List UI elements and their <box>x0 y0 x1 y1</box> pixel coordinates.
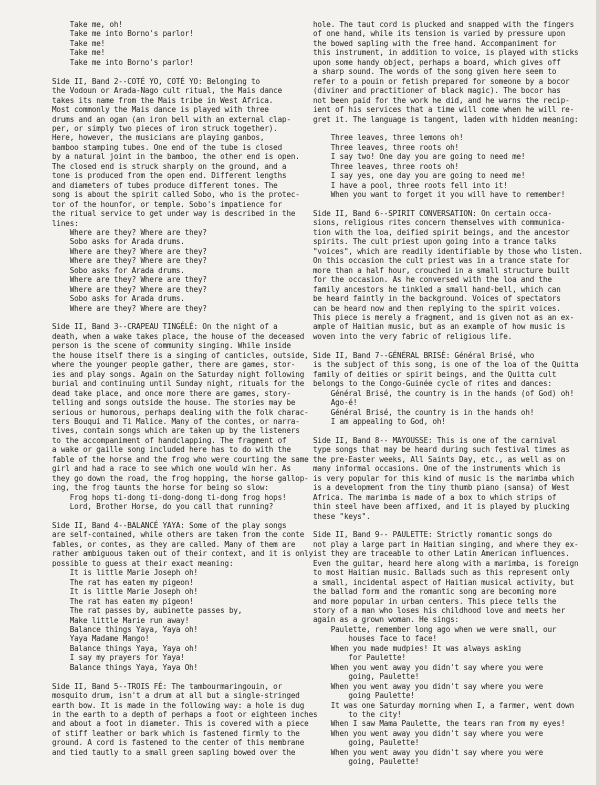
left-text-line: and tied tautly to a small green sapling bowed over the <box>52 747 296 757</box>
right-text-line: Paulette, remember long ago when we were small, our <box>313 624 557 634</box>
right-text-line: woven into the very fabric of religious life. <box>313 331 513 341</box>
right-text-line: a sharp sound. The words of the song given here seem to <box>313 67 557 77</box>
right-text-line: ient of his services that a time will come when he will re- <box>313 105 574 115</box>
left-text-line: Balance things Yaya, Yaya oh! <box>52 643 198 653</box>
paragraph-gap <box>313 200 583 209</box>
paragraph-gap <box>313 341 583 350</box>
right-text-line: to most Haitian music. Ballads such as this represent only <box>313 568 570 578</box>
right-text-line: houses face to face! <box>313 634 437 644</box>
right-text-line: I am appealing to God, oh! <box>313 416 446 426</box>
right-text-line: When you went away you didn't say where you were <box>313 681 544 691</box>
paragraph-gap <box>52 67 302 76</box>
right-text-line: is a development from the tiny thumb piano (sansa) of West <box>313 483 570 493</box>
left-text-line: It is little Marie Joseph oh! <box>52 587 198 597</box>
left-text-line: tor of the hounfor, or temple. Sobo's impatience for <box>52 199 283 209</box>
left-text-line: I say my prayers for Yaya! <box>52 653 185 663</box>
right-text-line: can be heard now and then replying to the spirit voices. <box>313 303 561 313</box>
left-text-line: Lord, Brother Horse, do you call that running? <box>52 502 274 512</box>
left-text-line: they go down the road, the frog hopping, the horse gallop- <box>52 473 309 483</box>
left-text-line: tone is produced from the open end. Different lengths <box>52 171 287 181</box>
right-text-line: When you went away you didn't say where you were <box>313 728 544 738</box>
right-text-line: Side II, Band 7--GÉNÉRAL BRISÉ: Général Brisé, who <box>313 350 535 360</box>
right-text-line: story of a man who loses his childhood love and meets her <box>313 606 566 616</box>
left-text-line: ing, the frog taunts the horse for being so slow: <box>52 483 269 493</box>
left-text-line: fables, or contes, as they are called. Many of them are <box>52 539 296 549</box>
right-text-line: spirits. The cult priest upon going into a trance talks <box>313 237 557 247</box>
right-text-line: sions, religious rites concern themselves with communica- <box>313 218 566 228</box>
right-text-line: Africa. The marimba is made of a box to which strips of <box>313 492 557 502</box>
left-text-line: The rat has eaten my pigeon! <box>52 577 194 587</box>
left-text-line: Side II, Band 3--CRAPEAU TINGÉLÉ: On the night of a <box>52 322 278 332</box>
right-text-line: It was one Saturday morning when I, a farmer, went down <box>313 700 574 710</box>
left-text-line: Where are they? Where are they? <box>52 275 207 285</box>
paragraph-gap <box>52 672 302 681</box>
right-text-line: Side II, Band 9-- PAULETTE: Strictly romantic songs do <box>313 530 552 540</box>
right-text-line: many informal occasions. One of the instruments which is <box>313 464 561 474</box>
left-text-line: dead take place, and once more there are games, story- <box>52 388 291 398</box>
right-text-line: the pre-Easter weeks, All Saints Day, etc., as well as on <box>313 454 566 464</box>
right-text-line: Side II, Band 8-- MAYOUSSE: This is one of the carnival <box>313 435 557 445</box>
page-edge <box>596 0 600 785</box>
left-text-line: Make little Marie run away! <box>52 615 190 625</box>
left-text-line: drums and an ogan (an iron bell with an external clap- <box>52 114 291 124</box>
left-text-line: Balance things Yaya, Yaya oh! <box>52 624 198 634</box>
left-text-line: Take me! <box>52 48 106 58</box>
right-text-line: the bowed sapling with the free hand. Accompaniment for <box>313 38 557 48</box>
left-text-line: to the accompaniment of handclapping. The fragment of <box>52 435 287 445</box>
right-column <box>313 20 583 767</box>
left-text-line: It is little Marie Joseph oh! <box>52 568 198 578</box>
right-text-line: belongs to the Congo-Guinée cycle of rites and dances: <box>313 379 552 389</box>
right-text-line: refer to a pouin or fetish prepared for someone by a bocor <box>313 76 570 86</box>
right-text-line: ist they are traceable to other Latin American influences. <box>313 549 570 559</box>
right-text-line: more than a half hour, crouched in a small structure built <box>313 265 570 275</box>
left-text-line: Sobo asks for Arada drums. <box>52 237 185 247</box>
right-text-line: the ballad form and the romantic song are becoming more <box>313 587 557 597</box>
right-text-line: a small, incidental aspect of Haitian musical activity, but <box>313 577 574 587</box>
right-text-line: Three leaves, three lemons oh! <box>313 133 464 143</box>
left-text-line: Where are they? Where are they? <box>52 303 207 313</box>
left-text-line: Where are they? Where are they? <box>52 284 207 294</box>
right-text-line: going, Paulette! <box>313 738 420 748</box>
right-text-line: tion with the loa, deified spirit beings, and the ancestor <box>313 227 570 237</box>
left-text-line: are self-contained, while others are taken from the conte <box>52 530 305 540</box>
right-text-line: upon some handy object, perhaps a board, which gives off <box>313 57 561 67</box>
left-text-line: The closed end is struck sharply on the ground, and a <box>52 161 287 171</box>
left-column <box>52 20 318 757</box>
left-text-line: Take me into Borno's parlor! <box>52 57 194 67</box>
left-text-line: Side II, Band 4--BALANCÉ YAYA: Some of the play songs <box>52 520 287 530</box>
right-text-line: Side II, Band 6--SPIRIT CONVERSATION: On certain occa- <box>313 209 552 219</box>
paragraph-gap <box>313 124 583 133</box>
left-text-line: bamboo stamping tubes. One end of the tube is closed <box>52 142 283 152</box>
left-text-line: death, when a wake takes place, the house of the deceased <box>52 331 305 341</box>
right-text-line: When you went away you didn't say where you were <box>313 662 544 672</box>
left-text-line: the house itself there is a singing of canticles, outside, <box>52 350 309 360</box>
right-text-line: not play a large part in Haitian singing, and where they ex- <box>313 539 579 549</box>
left-text-line: burial and continuing until Sunday night, rituals for the <box>52 379 305 389</box>
right-text-line: Ago-é! <box>313 398 358 408</box>
left-text-line: earth bow. It is made in the following way: a hole is dug <box>52 700 305 710</box>
left-text-line: person is the scene of community singing. While inside <box>52 341 291 351</box>
right-text-line: family ancestors he tinkled a small hand-bell, which can <box>313 284 561 294</box>
left-text-line: ground. A cord is fastened to the center of this membrane <box>52 738 305 748</box>
right-text-line: On this occasion the cult priest was in a trance state for <box>313 256 570 266</box>
right-text-line: I have a pool, three roots fell into it! <box>313 180 508 190</box>
left-text-line: tives, contain songs which are taken up by the listeners <box>52 426 300 436</box>
right-text-line: hole. The taut cord is plucked and snapped with the fingers <box>313 20 574 29</box>
left-text-line: ters Bouqui and Ti Malice. Many of the contes, or narra- <box>52 417 300 426</box>
left-text-line: and about a foot in diameter. This is covered with a piece <box>52 719 309 729</box>
right-text-line: This piece is merely a fragment, and is given not as an ex- <box>313 313 574 323</box>
left-text-line: telling and songs outside the house. The stories may be <box>52 398 296 408</box>
right-text-line: When you went away you didn't say where you were <box>313 747 544 757</box>
left-text-line: Where are they? Where are they? <box>52 246 207 256</box>
right-text-line: going, Paulette! <box>313 672 420 682</box>
left-text-line: Yaya Madame Mango! <box>52 634 150 644</box>
left-text-line: lines: <box>52 218 79 228</box>
right-text-line: is very popular for this kind of music is the marimba which <box>313 473 574 483</box>
left-text-line: serious or humorous, perhaps dealing with the folk charac- <box>52 407 309 417</box>
left-text-line: the Vodoun or Arada-Nago cult ritual, the Mais dance <box>52 86 283 96</box>
right-text-line: be heard faintly in the background. Voices of spectators <box>313 294 561 304</box>
right-text-line: this instrument, in addition to voice, is played with sticks <box>313 48 579 58</box>
left-text-line: Sobo asks for Arada drums. <box>52 265 185 275</box>
left-text-line: song is about the spirit called Sobo, who is the protec- <box>52 190 300 200</box>
right-text-line: (diviner and practitioner of black magic). The bocor has <box>313 86 561 96</box>
right-text-line: to the city! <box>313 710 402 719</box>
left-text-line: in the earth to a depth of perhaps a foot or eighteen inches <box>52 710 318 720</box>
right-text-line: ample of Haitian music, but as an example of how music is <box>313 322 566 332</box>
left-text-line: a wake or gaille song included here has to do with the <box>52 445 291 455</box>
right-text-line: When I saw Mama Paulette, the tears ran from my eyes! <box>313 719 566 729</box>
left-text-line: Where are they? Where are they? <box>52 227 207 237</box>
right-text-line: these "keys". <box>313 511 371 521</box>
right-text-line: When you made mudpies! It was always asking <box>313 643 521 653</box>
left-text-line: Where are they? Where are they? <box>52 256 207 266</box>
right-text-line: I say two! One day you are going to need me! <box>313 152 526 162</box>
left-text-line: girl and had a race to see which one would win her. As <box>52 464 291 474</box>
right-text-line: not been paid for the work he did, and he warns the recip- <box>313 95 570 105</box>
right-text-line: going, Paulette! <box>313 757 420 767</box>
right-text-line: Général Brisé, the country is in the hands oh! <box>313 407 535 417</box>
right-text-line: Three leaves, three roots oh! <box>313 161 459 171</box>
left-text-line: takes its name from the Mais tribe in West Africa. <box>52 95 274 105</box>
right-text-line: "voices", which are readily identifiable by those who listen. <box>313 246 583 256</box>
left-text-line: per, or simply two pieces of iron struck together). <box>52 123 278 133</box>
left-text-line: Take me! <box>52 38 106 48</box>
paragraph-gap <box>313 426 583 435</box>
left-text-line: of stiff leather or bark which is fastened firmly to the <box>52 728 300 738</box>
left-text-line: mosquito drum, isn't a drum at all but a single-stringed <box>52 691 300 701</box>
right-text-line: for Paulette! <box>313 653 406 663</box>
left-text-line: possible to guess at their exact meaning: <box>52 558 234 568</box>
right-text-line: When you want to forget it you will have to remember! <box>313 190 566 200</box>
left-text-line: rather ambiguous taken out of their context, and it is only <box>52 549 313 559</box>
left-text-line: by a natural joint in the bamboo, the other end is open. <box>52 152 300 162</box>
left-text-line: Side II, Band 5--TROIS FÉ: The tambourmaringouin, or <box>52 681 283 691</box>
right-text-line: Général Brisé, the country is in the hands (of God) oh! <box>313 388 574 398</box>
right-text-line: type songs that may be heard during such festival times as <box>313 445 570 455</box>
left-text-line: Sobo asks for Arada drums. <box>52 294 185 304</box>
left-text-line: Here, however, the musicians are playing ganbos, <box>52 133 265 143</box>
right-text-line: thin steel have been affixed, and it is played by plucking <box>313 502 570 512</box>
left-text-line: Take me into Borno's parlor! <box>52 29 194 39</box>
left-text-line: Take me, oh! <box>52 20 123 29</box>
left-text-line: and diameters of tubes produce different tones. The <box>52 180 278 190</box>
right-text-line: gret it. The language is tangent, laden with hidden meaning: <box>313 114 579 124</box>
left-text-line: Balance things Yaya, Yaya Oh! <box>52 662 198 672</box>
right-text-line: and more popular in urban centers. This piece tells the <box>313 596 557 606</box>
right-text-line: family of deities or spirit beings, and the Quitta cult <box>313 369 557 379</box>
left-text-line: Most commonly the Mais dance is played with three <box>52 105 269 115</box>
left-text-line: The rat has eaten my pigeon! <box>52 596 194 606</box>
paragraph-gap <box>313 521 583 530</box>
left-text-line: fable of the horse and the frog who were courting the same <box>52 454 309 464</box>
paragraph-gap <box>52 313 302 322</box>
paragraph-gap <box>52 512 302 521</box>
left-text-line: The rat passes by, aubinette passes by, <box>52 606 243 616</box>
left-text-line: ies and play songs. Again on the Saturday night following <box>52 369 305 379</box>
right-text-line: Even the guitar, heard here along with a marimba, is foreign <box>313 558 579 568</box>
right-text-line: again as a grown woman. He sings: <box>313 615 459 625</box>
left-text-line: Frog hops ti-dong ti-dong-dong ti-dong frog hops! <box>52 492 287 502</box>
left-text-line: where the younger people gather, there are games, stor- <box>52 360 296 370</box>
left-text-line: Side II, Band 2--COTÉ YO, COTÉ YO: Belonging to <box>52 76 260 86</box>
right-text-line: of one hand, while its tension is varied by pressure upon <box>313 29 566 39</box>
right-text-line: going Paulette! <box>313 691 415 701</box>
right-text-line: is the subject of this song, is one of the loa of the Quitta <box>313 360 579 370</box>
right-text-line: Three leaves, three roots oh! <box>313 142 459 152</box>
right-text-line: for the occasion. As he conversed with the loa and the <box>313 275 552 285</box>
right-text-line: I say yes, one day you are going to need me! <box>313 171 526 181</box>
left-text-line: the ritual service to get under way is described in the <box>52 209 296 219</box>
